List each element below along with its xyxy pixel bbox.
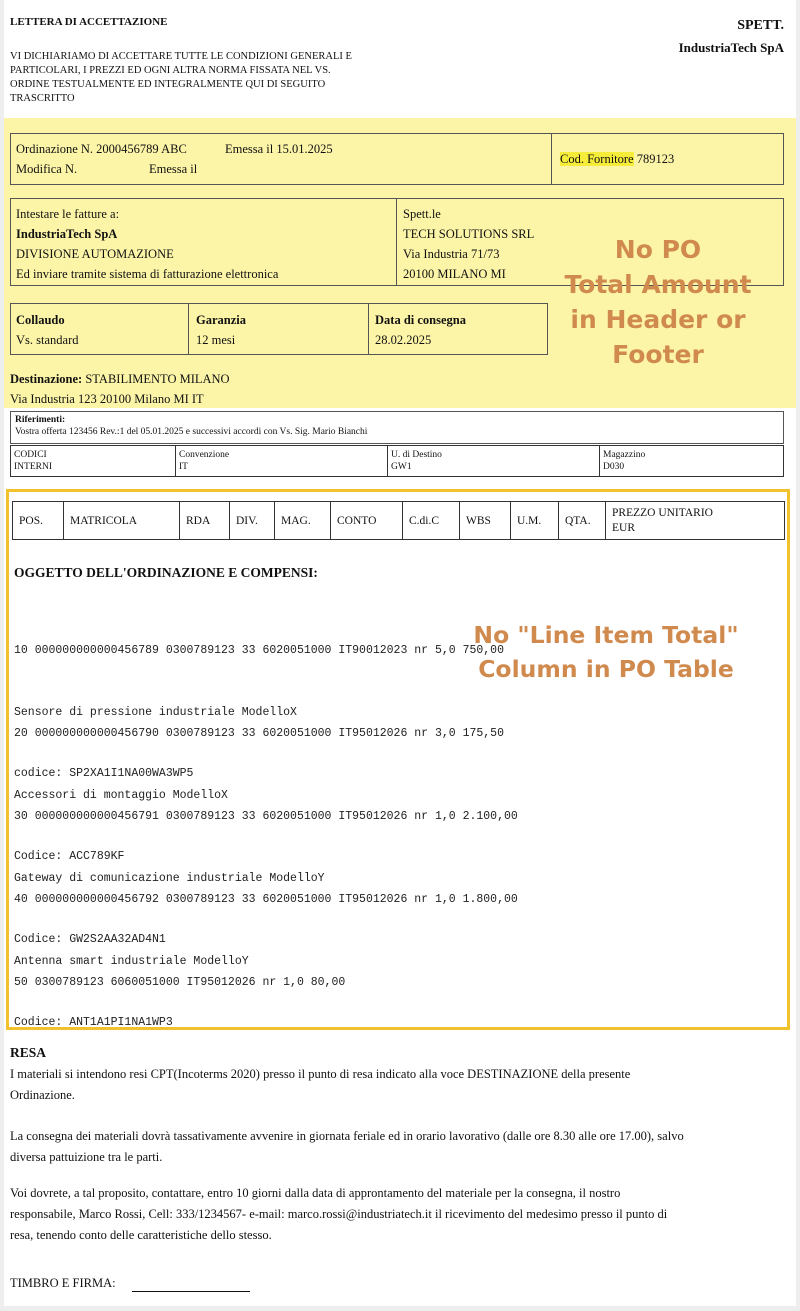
invoice-company: IndustriaTech SpA — [16, 227, 118, 241]
line-item-data: 20 000000000000456790 0300789123 33 6020051000 IT95012026 nr 3,0 175,50 — [14, 727, 504, 740]
header-cell: MAG. — [275, 502, 331, 540]
modification-number: Modifica N. — [16, 162, 78, 176]
annotation-line: No "Line Item Total" — [473, 621, 739, 649]
document-title: LETTERA DI ACCETTAZIONE — [10, 16, 168, 28]
header-cell: CONTO — [331, 502, 403, 540]
declaration-line: ORDINE TESTUALMENTE ED INTEGRALMENTE QUI DI SEGUITO — [10, 79, 326, 90]
header-price-label: PREZZO UNITARIO — [612, 506, 713, 519]
codes-table — [10, 445, 784, 477]
recipient-company: IndustriaTech SpA — [678, 40, 784, 55]
code-label: Convenzione — [179, 450, 230, 460]
line-items-header-table — [12, 501, 785, 540]
recipient-salutation: SPETT. — [737, 18, 784, 33]
collaudo-value: Vs. standard — [16, 333, 79, 347]
divider — [368, 304, 369, 354]
annotation-no-line-item-total — [441, 618, 771, 686]
code-value: INTERNI — [14, 462, 52, 472]
line-item-description: Sensore di pressione industriale ModelloX — [14, 705, 297, 719]
code-cell — [176, 446, 388, 477]
line-item-description: Gateway di comunicazione industriale ModelloY — [14, 871, 325, 885]
code-label: U. di Destino — [391, 450, 442, 460]
supplier-name: TECH SOLUTIONS SRL — [403, 227, 535, 241]
declaration-line: VI DICHIARIAMO DI ACCETTARE TUTTE LE CONDIZIONI GENERALI E — [10, 51, 352, 62]
riferimenti-text: Vostra offerta 123456 Rev.:1 del 05.01.2025 e successivi accordi con Vs. Sig. Mario Bianchi — [15, 427, 368, 437]
header-cell: WBS — [460, 502, 511, 540]
line-item-code: Codice: ANT1A1PI1NA1WP3 — [14, 1016, 173, 1029]
supplier-code — [560, 149, 674, 169]
destination-name: STABILIMENTO MILANO — [85, 372, 230, 386]
code-label: CODICI — [14, 450, 47, 460]
text-line: La consegna dei materiali dovrà tassativamente avvenire in giornata feriale ed in orario lavorativo (dalle ore 8.30 alle ore 17.00), salvo — [10, 1129, 684, 1143]
garanzia-value: 12 mesi — [196, 333, 236, 347]
supplier-city: 20100 MILANO MI — [403, 267, 506, 281]
divider — [396, 199, 397, 285]
resa-paragraph-1 — [10, 1064, 790, 1106]
header-cell: RDA — [180, 502, 230, 540]
code-value: IT — [179, 462, 188, 472]
annotation-line: Total Amount — [564, 270, 752, 299]
collaudo-label: Collaudo — [16, 313, 65, 327]
annotation-line: Footer — [612, 340, 704, 369]
code-label: Magazzino — [603, 450, 646, 460]
order-issue-date: Emessa il 15.01.2025 — [225, 142, 333, 156]
header-cell: DIV. — [230, 502, 275, 540]
invoice-label: Intestare le fatture a: — [16, 207, 120, 221]
codes-row — [11, 446, 784, 477]
annotation-no-total-amount — [548, 232, 768, 372]
delivery-date-label: Data di consegna — [375, 313, 466, 327]
line-item-data: 40 000000000000456792 0300789123 33 6020051000 IT95012026 nr 1,0 1.800,00 — [14, 893, 518, 906]
line-items-box — [6, 489, 790, 1030]
declaration-line: PARTICOLARI, I PREZZI ED OGNI ALTRA NORMA FISSATA NEL VS. — [10, 65, 331, 76]
supplier-address: Via Industria 71/73 — [403, 247, 500, 261]
code-cell — [11, 446, 176, 477]
line-items-header-row — [13, 502, 785, 540]
line-item — [14, 994, 345, 1030]
annotation-line: in Header or — [570, 305, 746, 334]
code-value: GW1 — [391, 462, 412, 472]
line-item-code: Codice: ACC789KF — [14, 850, 125, 863]
header-cell: MATRICOLA — [64, 502, 180, 540]
section-title: OGGETTO DELL'ORDINAZIONE E COMPENSI: — [14, 565, 318, 580]
signature-line — [132, 1291, 250, 1292]
riferimenti-label: Riferimenti: — [15, 415, 66, 425]
declaration-line: TRASCRITTO — [10, 93, 75, 104]
header-price-currency: EUR — [612, 521, 635, 534]
text-line: resa, tenendo conto delle caratteristiche dello stesso. — [10, 1228, 272, 1242]
line-item-description: Accessori di montaggio ModelloX — [14, 788, 228, 802]
code-value: D030 — [603, 462, 625, 472]
destination — [10, 369, 230, 389]
order-box — [10, 133, 784, 185]
header-cell: QTA. — [559, 502, 606, 540]
declaration-text — [10, 50, 410, 106]
code-cell — [600, 446, 784, 477]
annotation-line: No PO — [614, 235, 702, 264]
divider — [551, 134, 552, 184]
header-cell: POS. — [13, 502, 64, 540]
annotation-line: Column in PO Table — [478, 655, 734, 683]
resa-title: RESA — [10, 1045, 47, 1060]
delivery-date-value: 28.02.2025 — [375, 333, 432, 347]
text-line: diversa pattuizione tra le parti. — [10, 1150, 163, 1164]
modification-date: Emessa il — [149, 162, 198, 176]
riferimenti-box — [10, 411, 784, 444]
resa-paragraph-3 — [10, 1183, 790, 1246]
header-cell: U.M. — [511, 502, 559, 540]
terms-box — [10, 303, 548, 355]
header-cell: C.di.C — [403, 502, 460, 540]
signature-label: TIMBRO E FIRMA: — [10, 1276, 116, 1290]
divider — [188, 304, 189, 354]
code-cell — [388, 446, 600, 477]
text-line: Voi dovrete, a tal proposito, contattare, entro 10 giorni dalla data di approntamento del materiale per la consegna, il nostro — [10, 1186, 621, 1200]
header-cell-price — [606, 502, 785, 540]
line-item-description: Antenna smart industriale ModelloY — [14, 954, 249, 968]
text-line: I materiali si intendono resi CPT(Incoterms 2020) presso il punto di resa indicato alla voce DESTINAZIONE della presente — [10, 1067, 631, 1081]
order-number: Ordinazione N. 2000456789 ABC — [16, 142, 187, 156]
line-item-data: 10 000000000000456789 0300789123 33 6020051000 IT90012023 nr 5,0 750,00 — [14, 644, 504, 657]
supplier-code-label: Cod. Fornitore — [560, 152, 634, 166]
invoice-note: Ed inviare tramite sistema di fatturazione elettronica — [16, 267, 279, 281]
invoice-division: DIVISIONE AUTOMAZIONE — [16, 247, 174, 261]
destination-label: Destinazione: — [10, 372, 83, 386]
document-page — [4, 0, 796, 1306]
line-item-data: 30 000000000000456791 0300789123 33 6020051000 IT95012026 nr 1,0 2.100,00 — [14, 810, 518, 823]
garanzia-label: Garanzia — [196, 313, 246, 327]
supplier-code-value: 789123 — [636, 152, 675, 166]
line-item-code: codice: SP2XA1I1NA00WA3WP5 — [14, 767, 194, 780]
destination-address: Via Industria 123 20100 Milano MI IT — [10, 392, 204, 406]
text-line: responsabile, Marco Rossi, Cell: 333/1234567- e-mail: marco.rossi@industriatech.it il ricevimento del medesimo presso il punto di — [10, 1207, 668, 1221]
line-item-code: Codice: GW2S2AA32AD4N1 — [14, 933, 166, 946]
supplier-label: Spett.le — [403, 207, 441, 221]
line-item-data: 50 0300789123 6060051000 IT95012026 nr 1,0 80,00 — [14, 976, 346, 989]
text-line: Ordinazione. — [10, 1088, 75, 1102]
resa-paragraph-2 — [10, 1126, 796, 1168]
